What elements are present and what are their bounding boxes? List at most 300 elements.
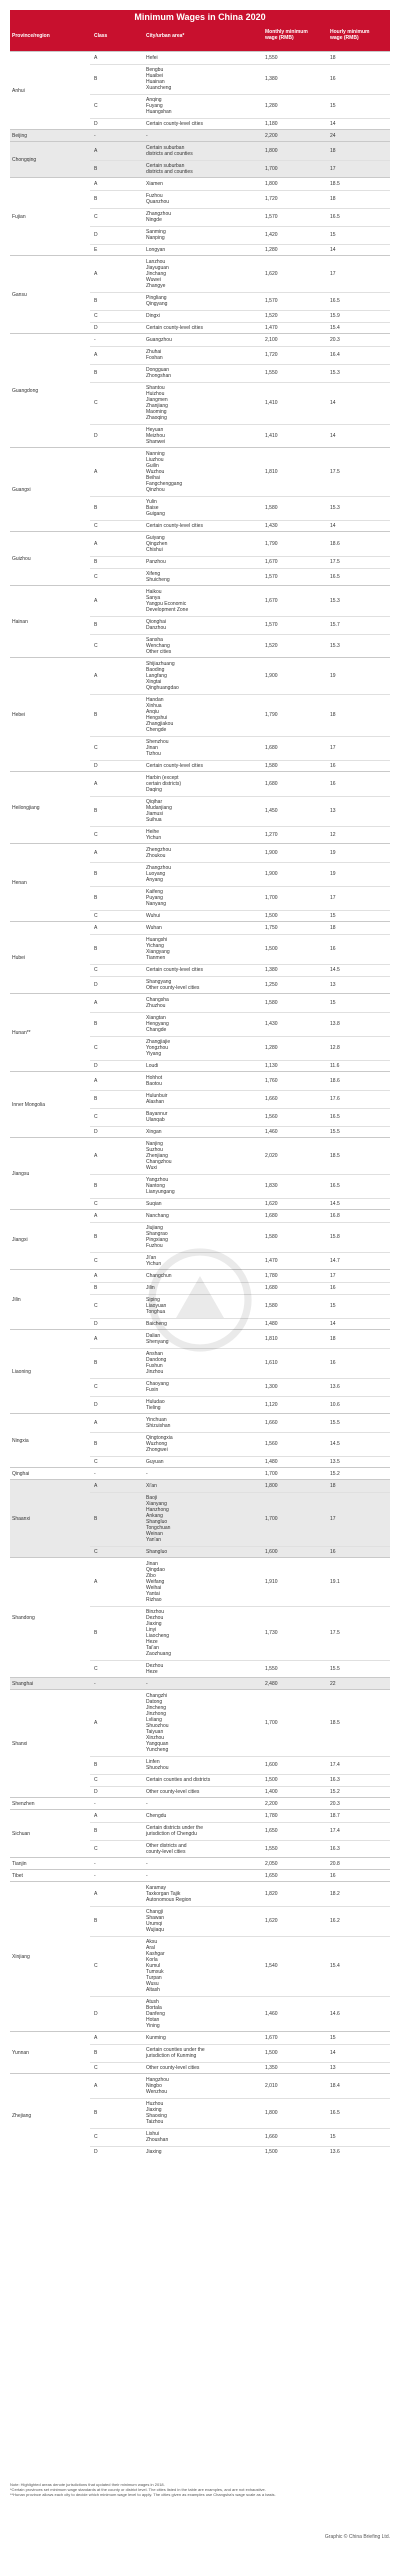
class-cell: D [94, 121, 98, 127]
row-divider [90, 1492, 390, 1493]
row-divider [90, 496, 390, 497]
hourly-wage-cell: 17.5 [330, 559, 340, 565]
area-cell: Dingxi [146, 313, 160, 319]
class-cell: B [94, 559, 98, 565]
row-divider [90, 1198, 390, 1199]
area-cell: Atush Bortala Danfeng Hotan Yining [146, 1999, 165, 2029]
row-divider [90, 1036, 390, 1037]
class-cell: D [94, 2011, 98, 2017]
row-divider [90, 226, 390, 227]
province-block [10, 1689, 390, 1798]
area-cell: Shenzhou Jinan Tizhou [146, 739, 169, 757]
hourly-wage-cell: 16 [330, 781, 336, 787]
province-name: Shanxi [12, 1741, 28, 1747]
hourly-wage-cell: 19 [330, 871, 336, 877]
class-cell: C [94, 1846, 98, 1852]
class-cell: - [94, 337, 96, 343]
monthly-wage-cell: 1,580 [265, 505, 278, 511]
province-name: Fujian [12, 214, 26, 220]
monthly-wage-cell: 1,280 [265, 247, 278, 253]
province-block [10, 177, 390, 256]
monthly-wage-cell: 1,680 [265, 781, 278, 787]
province-block [10, 1071, 390, 1138]
class-cell: C [94, 1963, 98, 1969]
area-cell: Kunming [146, 2035, 166, 2041]
monthly-wage-cell: 1,560 [265, 1114, 278, 1120]
monthly-wage-cell: 1,900 [265, 871, 278, 877]
monthly-wage-cell: 1,720 [265, 196, 278, 202]
monthly-wage-cell: 1,680 [265, 1285, 278, 1291]
monthly-wage-cell: 2,100 [265, 337, 278, 343]
province-name: Liaoning [12, 1369, 31, 1375]
class-cell: A [94, 1273, 98, 1279]
monthly-wage-cell: 1,580 [265, 763, 278, 769]
area-cell: Certain counties and districts [146, 1777, 211, 1783]
monthly-wage-cell: 1,800 [265, 148, 278, 154]
monthly-wage-cell: 1,780 [265, 1273, 278, 1279]
class-cell: C [94, 745, 98, 751]
monthly-wage-cell: 2,480 [265, 1681, 278, 1687]
row-divider [90, 1108, 390, 1109]
credit-text: Graphic © China Briefing Ltd. [324, 2534, 390, 2540]
class-cell: A [94, 1000, 98, 1006]
monthly-wage-cell: 1,450 [265, 808, 278, 814]
hourly-wage-cell: 15 [330, 1000, 336, 1006]
hourly-wage-cell: 15 [330, 232, 336, 238]
monthly-wage-cell: 1,120 [265, 1402, 278, 1408]
hourly-wage-cell: 15.3 [330, 370, 340, 376]
monthly-wage-cell: 1,700 [265, 895, 278, 901]
province-block [10, 585, 390, 658]
table-header [10, 25, 390, 51]
monthly-wage-cell: 1,650 [265, 1828, 278, 1834]
hourly-wage-cell: 15.9 [330, 313, 340, 319]
hourly-wage-cell: 16 [330, 1873, 336, 1879]
row-divider [90, 292, 390, 293]
area-cell: Qingtongxia Wuzhong Zhongwei [146, 1435, 173, 1453]
area-cell: Dezhou Heze [146, 1663, 164, 1675]
header-hourly: Hourly minimum wage (RMB) [330, 29, 370, 41]
area-cell: Jiujiang Shangrao Pingxiang Fuzhou [146, 1225, 168, 1249]
hourly-wage-cell: 15 [330, 103, 336, 109]
class-cell: E [94, 247, 98, 253]
hourly-wage-cell: 15.8 [330, 1234, 340, 1240]
row-divider [90, 1378, 390, 1379]
area-cell: Certain suburban districts and counties [146, 163, 193, 175]
hourly-wage-cell: 15 [330, 913, 336, 919]
area-cell: Baicheng [146, 1321, 167, 1327]
monthly-wage-cell: 1,700 [265, 1471, 278, 1477]
row-divider [90, 310, 390, 311]
hourly-wage-cell: 13.6 [330, 2149, 340, 2155]
class-cell: D [94, 1402, 98, 1408]
monthly-wage-cell: 1,660 [265, 1420, 278, 1426]
class-cell: A [94, 673, 98, 679]
hourly-wage-cell: 19 [330, 850, 336, 856]
class-cell: B [94, 622, 98, 628]
class-cell: C [94, 1459, 98, 1465]
class-cell: D [94, 325, 98, 331]
area-cell: Dalian Shenyang [146, 1333, 169, 1345]
monthly-wage-cell: 1,380 [265, 76, 278, 82]
area-cell: Certain county-level cities [146, 325, 203, 331]
monthly-wage-cell: 1,460 [265, 1129, 278, 1135]
hourly-wage-cell: 18 [330, 196, 336, 202]
class-cell: A [94, 1483, 98, 1489]
hourly-wage-cell: 18 [330, 925, 336, 931]
area-cell: Changchun [146, 1273, 172, 1279]
row-divider [90, 1822, 390, 1823]
monthly-wage-cell: 1,900 [265, 673, 278, 679]
monthly-wage-cell: 1,180 [265, 121, 278, 127]
class-cell: C [94, 2134, 98, 2140]
province-block [10, 333, 390, 448]
class-cell: C [94, 1303, 98, 1309]
row-divider [90, 2146, 390, 2147]
province-block [10, 1881, 390, 2032]
area-cell: Pingliang Qingyang [146, 295, 168, 307]
hourly-wage-cell: 15.3 [330, 643, 340, 649]
row-divider [90, 2128, 390, 2129]
row-divider [90, 1660, 390, 1661]
monthly-wage-cell: 1,130 [265, 1063, 278, 1069]
class-cell: A [94, 781, 98, 787]
row-divider [90, 568, 390, 569]
class-cell: D [94, 433, 98, 439]
row-divider [90, 1126, 390, 1127]
class-cell: B [94, 2050, 98, 2056]
hourly-wage-cell: 16 [330, 763, 336, 769]
province-block [10, 141, 390, 178]
monthly-wage-cell: 1,780 [265, 1813, 278, 1819]
area-cell: Jilin [146, 1285, 155, 1291]
monthly-wage-cell: 1,800 [265, 1483, 278, 1489]
hourly-wage-cell: 17.6 [330, 1096, 340, 1102]
monthly-wage-cell: 1,250 [265, 982, 278, 988]
area-cell: Shijiazhuang Baoding Langfang Xingtai Qinghuangdao [146, 661, 179, 691]
row-divider [90, 1222, 390, 1223]
hourly-wage-cell: 13 [330, 808, 336, 814]
province-name: Tianjin [12, 1861, 27, 1867]
monthly-wage-cell: 2,020 [265, 1153, 278, 1159]
hourly-wage-cell: 14 [330, 2050, 336, 2056]
class-cell: B [94, 1918, 98, 1924]
hourly-wage-cell: 16.5 [330, 2110, 340, 2116]
class-cell: - [94, 1801, 96, 1807]
area-cell: Certain county-level cities [146, 763, 203, 769]
area-cell: Guyuan [146, 1459, 164, 1465]
area-cell: Other county-level cities [146, 1789, 200, 1795]
row-divider [90, 760, 390, 761]
row-divider [90, 94, 390, 95]
area-cell: Yulin Baise Guigang [146, 499, 165, 517]
class-cell: B [94, 1630, 98, 1636]
class-cell: B [94, 1360, 98, 1366]
province-name: Ningxia [12, 1438, 29, 1444]
hourly-wage-cell: 15 [330, 2035, 336, 2041]
class-cell: C [94, 1258, 98, 1264]
hourly-wage-cell: 13.6 [330, 1384, 340, 1390]
monthly-wage-cell: 1,520 [265, 313, 278, 319]
hourly-wage-cell: 17 [330, 271, 336, 277]
hourly-wage-cell: 16.4 [330, 352, 340, 358]
row-divider [90, 1456, 390, 1457]
province-block [10, 1557, 390, 1678]
province-block [10, 1413, 390, 1468]
area-cell: Suqian [146, 1201, 162, 1207]
hourly-wage-cell: 15.3 [330, 598, 340, 604]
class-cell: B [94, 1441, 98, 1447]
class-cell: - [94, 133, 96, 139]
monthly-wage-cell: 1,420 [265, 232, 278, 238]
class-cell: A [94, 598, 98, 604]
row-divider [90, 1840, 390, 1841]
hourly-wage-cell: 13 [330, 982, 336, 988]
row-divider [90, 244, 390, 245]
province-name: Hainan [12, 619, 28, 625]
monthly-wage-cell: 1,500 [265, 2149, 278, 2155]
class-cell: C [94, 1201, 98, 1207]
monthly-wage-cell: 1,400 [265, 1789, 278, 1795]
hourly-wage-cell: 24 [330, 133, 336, 139]
province-name: Shaanxi [12, 1516, 31, 1522]
row-divider [90, 886, 390, 887]
monthly-wage-cell: 1,620 [265, 271, 278, 277]
province-name: Chongqing [12, 157, 37, 163]
monthly-wage-cell: 1,660 [265, 2134, 278, 2140]
monthly-wage-cell: 2,200 [265, 1801, 278, 1807]
hourly-wage-cell: 18.6 [330, 1078, 340, 1084]
monthly-wage-cell: 1,800 [265, 2110, 278, 2116]
row-divider [90, 1936, 390, 1937]
hourly-wage-cell: 13 [330, 2065, 336, 2071]
area-cell: Chaoyang Fuxin [146, 1381, 169, 1393]
row-divider [90, 190, 390, 191]
hourly-wage-cell: 18.5 [330, 1153, 340, 1159]
province-block [10, 255, 390, 334]
monthly-wage-cell: 1,670 [265, 559, 278, 565]
area-cell: Hangzhou Ningbo Wenzhou [146, 2077, 169, 2095]
hourly-wage-cell: 19 [330, 673, 336, 679]
class-cell: D [94, 1063, 98, 1069]
row-divider [90, 1090, 390, 1091]
province-block [10, 51, 390, 130]
class-cell: B [94, 76, 98, 82]
monthly-wage-cell: 1,810 [265, 469, 278, 475]
province-name: Shenzhen [12, 1801, 35, 1807]
row-divider [90, 2062, 390, 2063]
area-cell: Hohhot Baotou [146, 1075, 163, 1087]
area-cell: Siping Liaoyuan Tonghua [146, 1297, 167, 1315]
monthly-wage-cell: 1,660 [265, 1096, 278, 1102]
area-cell: Xingan [146, 1129, 162, 1135]
province-block [10, 2073, 390, 2158]
province-name: Jiangsu [12, 1171, 30, 1177]
hourly-wage-cell: 16 [330, 76, 336, 82]
hourly-wage-cell: 15.7 [330, 622, 340, 628]
area-cell: Binzhou Dezhou Jiaxing Linyi Liaocheng Heze Tai'an Zaozhuang [146, 1609, 172, 1657]
area-cell: Wuhui [146, 913, 161, 919]
row-divider [90, 118, 390, 119]
monthly-wage-cell: 1,680 [265, 1213, 278, 1219]
class-cell: A [94, 1420, 98, 1426]
area-cell: Other districts and county-level cities [146, 1843, 187, 1855]
class-cell: C [94, 643, 98, 649]
province-name: Shandong [12, 1615, 35, 1621]
monthly-wage-cell: 2,050 [265, 1861, 278, 1867]
monthly-wage-cell: 1,470 [265, 1258, 278, 1264]
hourly-wage-cell: 16 [330, 1549, 336, 1555]
hourly-wage-cell: 18 [330, 712, 336, 718]
class-cell: B [94, 1285, 98, 1291]
class-cell: A [94, 1336, 98, 1342]
monthly-wage-cell: 1,460 [265, 2011, 278, 2017]
row-divider [90, 322, 390, 323]
class-cell: B [94, 808, 98, 814]
row-divider [90, 1060, 390, 1061]
monthly-wage-cell: 1,650 [265, 1873, 278, 1879]
area-cell: Lishui Zhoushan [146, 2131, 169, 2143]
row-divider [90, 424, 390, 425]
class-cell: A [94, 2083, 98, 2089]
row-divider [90, 1396, 390, 1397]
province-block [10, 1137, 390, 1210]
area-cell: Huangshi Yichang Xiangyang Tianmen [146, 937, 170, 961]
hourly-wage-cell: 16.5 [330, 1114, 340, 1120]
hourly-wage-cell: 17.4 [330, 1828, 340, 1834]
hourly-wage-cell: 12.8 [330, 1045, 340, 1051]
hourly-wage-cell: 16.2 [330, 1918, 340, 1924]
monthly-wage-cell: 1,280 [265, 1045, 278, 1051]
monthly-wage-cell: 1,580 [265, 1303, 278, 1309]
monthly-wage-cell: 2,200 [265, 133, 278, 139]
area-cell: Bengbu Huaibei Huainan Xuancheng [146, 67, 172, 91]
monthly-wage-cell: 1,500 [265, 913, 278, 919]
class-cell: A [94, 1213, 98, 1219]
monthly-wage-cell: 1,600 [265, 1762, 278, 1768]
area-cell: Xiamen [146, 181, 163, 187]
hourly-wage-cell: 15.4 [330, 325, 340, 331]
class-cell: A [94, 181, 98, 187]
class-cell: - [94, 1861, 96, 1867]
province-name: Xinjiang [12, 1954, 30, 1960]
class-cell: B [94, 370, 98, 376]
row-divider [90, 862, 390, 863]
monthly-wage-cell: 1,410 [265, 433, 278, 439]
hourly-wage-cell: 11.6 [330, 1063, 340, 1069]
class-cell: B [94, 1828, 98, 1834]
hourly-wage-cell: 17.4 [330, 1762, 340, 1768]
hourly-wage-cell: 10.6 [330, 1402, 340, 1408]
area-cell: Other county-level cities [146, 2065, 200, 2071]
hourly-wage-cell: 18.6 [330, 541, 340, 547]
class-cell: A [94, 1153, 98, 1159]
area-cell: Changzhi Datong Jincheng Jinzhong Lvliang Shuozhou Taiyuan Xinzhou Yangquan Yuncheng [146, 1693, 169, 1753]
class-cell: C [94, 313, 98, 319]
row-divider [90, 1996, 390, 1997]
hourly-wage-cell: 17 [330, 166, 336, 172]
area-cell: Nanchang [146, 1213, 169, 1219]
area-cell: - [146, 1861, 148, 1867]
province-name: Hubei [12, 955, 26, 961]
province-name: Hunan** [12, 1030, 31, 1036]
class-cell: C [94, 1666, 98, 1672]
class-cell: D [94, 763, 98, 769]
hourly-wage-cell: 15.2 [330, 1471, 340, 1477]
hourly-wage-cell: 16.3 [330, 1777, 340, 1783]
hourly-wage-cell: 14 [330, 433, 336, 439]
class-cell: C [94, 1045, 98, 1051]
hourly-wage-cell: 17 [330, 745, 336, 751]
row-divider [90, 520, 390, 521]
hourly-wage-cell: 14.7 [330, 1258, 340, 1264]
class-cell: D [94, 1129, 98, 1135]
area-cell: Fuzhou Quanzhou [146, 193, 170, 205]
province-name: Gansu [12, 292, 27, 298]
monthly-wage-cell: 1,700 [265, 166, 278, 172]
area-cell: Harbin (except certain districts) Daqing [146, 775, 182, 793]
header-province: Province/region [12, 33, 50, 39]
class-cell: - [94, 1471, 96, 1477]
hourly-wage-cell: 15 [330, 2134, 336, 2140]
monthly-wage-cell: 1,550 [265, 370, 278, 376]
area-cell: Lanzhou Jiayuguan Jinchang Wuwei Zhangye [146, 259, 169, 289]
monthly-wage-cell: 1,730 [265, 1630, 278, 1636]
monthly-wage-cell: 1,800 [265, 181, 278, 187]
province-name: Zhejiang [12, 2113, 32, 2119]
area-cell: Nanning Liuzhou Guilin Wuzhou Beihai Fangchenggang Qinzhou [146, 451, 183, 493]
watermark-logo [140, 1240, 260, 1360]
area-cell: Karamay Taxkorgan Tajik Autonomous Region [146, 1885, 192, 1903]
province-name: Jiangxi [12, 1237, 28, 1243]
hourly-wage-cell: 16 [330, 1285, 336, 1291]
class-cell: C [94, 574, 98, 580]
area-cell: Linfen Shuozhou [146, 1759, 169, 1771]
hourly-wage-cell: 16.3 [330, 1846, 340, 1852]
hourly-wage-cell: 16.5 [330, 214, 340, 220]
monthly-wage-cell: 1,830 [265, 1183, 278, 1189]
row-divider [90, 694, 390, 695]
area-cell: Xi'an [146, 1483, 157, 1489]
row-divider [90, 382, 390, 383]
monthly-wage-cell: 1,620 [265, 1918, 278, 1924]
monthly-wage-cell: 1,550 [265, 55, 278, 61]
area-cell: Longyan [146, 247, 166, 253]
province-block [10, 657, 390, 772]
hourly-wage-cell: 17 [330, 1273, 336, 1279]
class-cell: B [94, 2110, 98, 2116]
hourly-wage-cell: 14.6 [330, 2011, 340, 2017]
area-cell: Kaifeng Puyang Nanyang [146, 889, 167, 907]
monthly-wage-cell: 1,550 [265, 1846, 278, 1852]
class-cell: B [94, 946, 98, 952]
hourly-wage-cell: 14.5 [330, 1201, 340, 1207]
hourly-wage-cell: 15 [330, 1303, 336, 1309]
row-divider [90, 934, 390, 935]
province-block [10, 1479, 390, 1558]
area-cell: Certain districts under the jurisdiction of Chengdu [146, 1825, 203, 1837]
hourly-wage-cell: 18.2 [330, 1891, 340, 1897]
monthly-wage-cell: 1,480 [265, 1459, 278, 1465]
row-divider [90, 556, 390, 557]
class-cell: C [94, 103, 98, 109]
province-name: Yunnan [12, 2050, 29, 2056]
area-cell: Panzhou [146, 559, 166, 565]
row-divider [90, 964, 390, 965]
class-cell: C [94, 214, 98, 220]
province-block [10, 2031, 390, 2074]
class-cell: B [94, 1183, 98, 1189]
